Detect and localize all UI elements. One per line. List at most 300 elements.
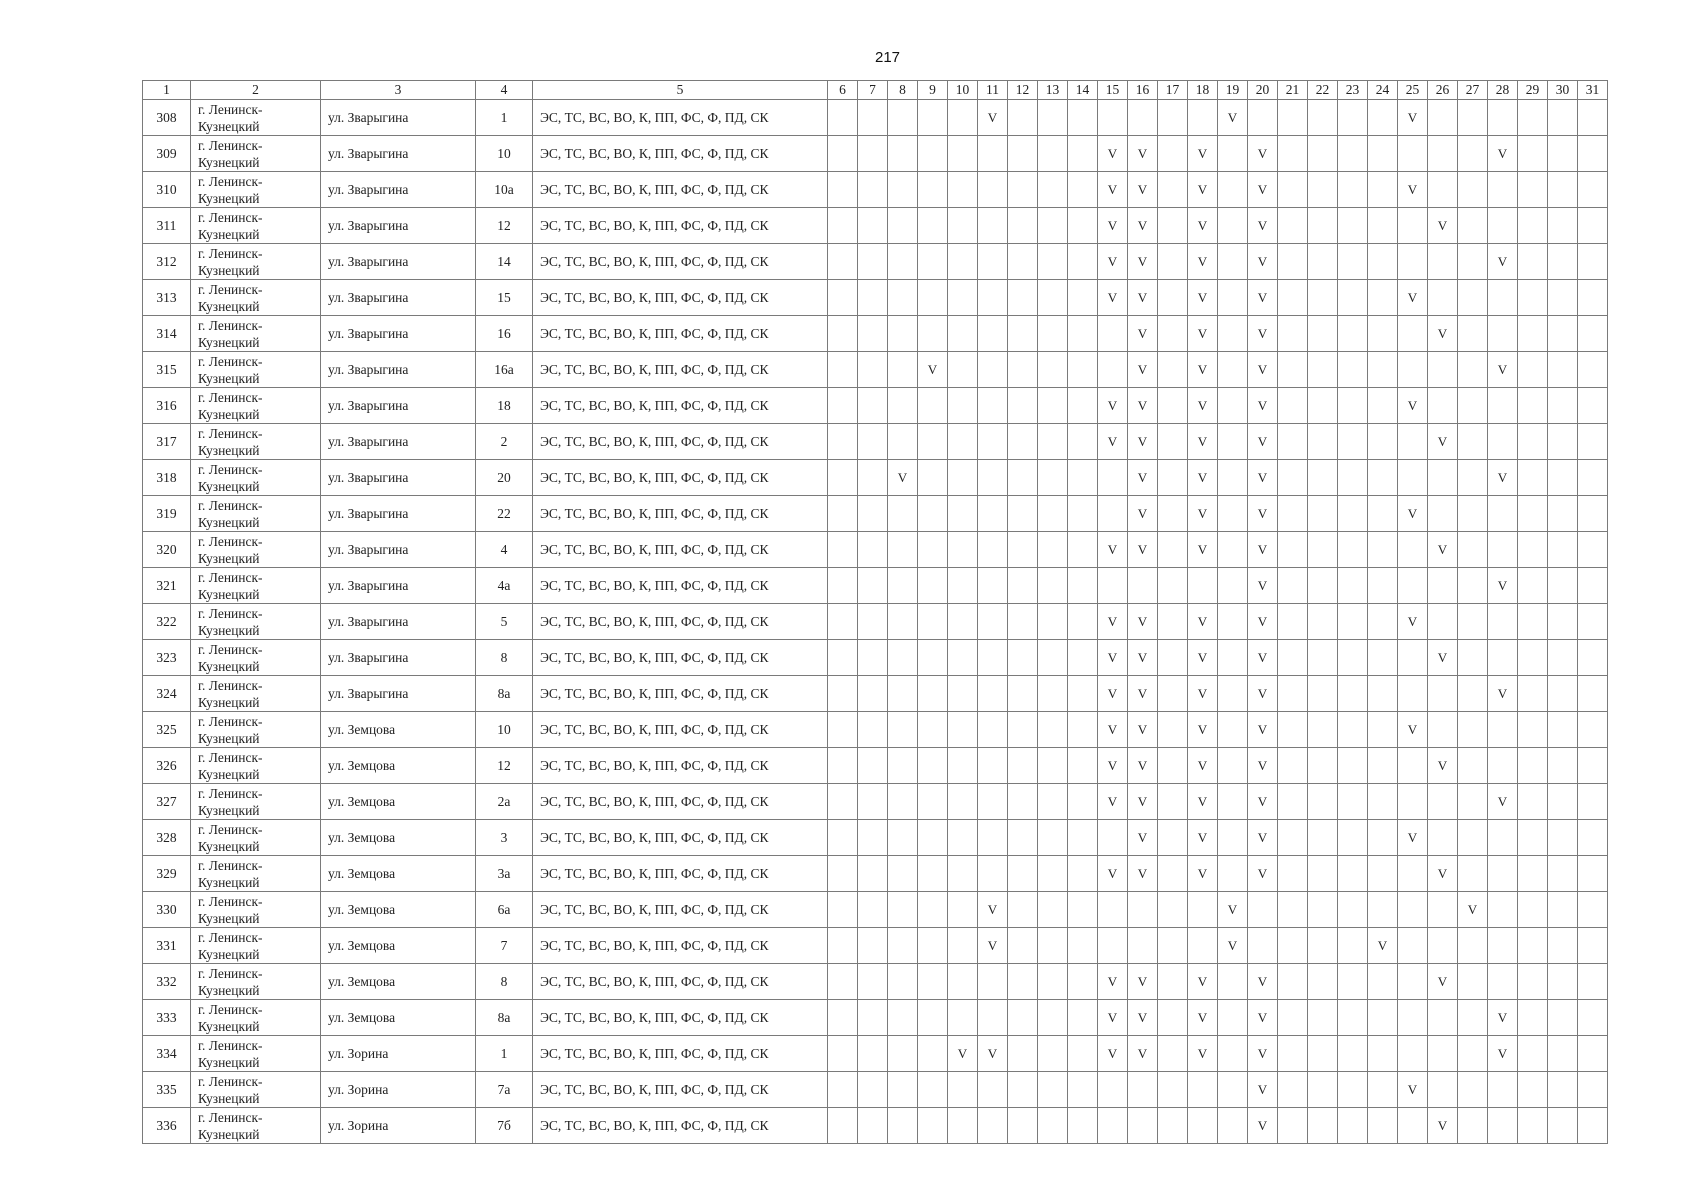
mark-cell-10 xyxy=(948,676,978,712)
city-cell: г. Ленинск-Кузнецкий xyxy=(191,568,321,604)
column-header-18: 18 xyxy=(1188,81,1218,100)
mark-cell-25 xyxy=(1398,568,1428,604)
mark-cell-27 xyxy=(1458,784,1488,820)
mark-cell-14 xyxy=(1068,1072,1098,1108)
mark-cell-23 xyxy=(1338,424,1368,460)
city-cell: г. Ленинск-Кузнецкий xyxy=(191,460,321,496)
mark-cell-27 xyxy=(1458,532,1488,568)
mark-cell-12 xyxy=(1008,172,1038,208)
mark-cell-18: V xyxy=(1188,496,1218,532)
mark-cell-31 xyxy=(1578,424,1608,460)
mark-cell-13 xyxy=(1038,604,1068,640)
mark-cell-15: V xyxy=(1098,784,1128,820)
mark-cell-9 xyxy=(918,1036,948,1072)
mark-cell-9 xyxy=(918,1108,948,1144)
mark-cell-28 xyxy=(1488,424,1518,460)
mark-cell-8 xyxy=(888,784,918,820)
mark-cell-24 xyxy=(1368,748,1398,784)
mark-cell-14 xyxy=(1068,352,1098,388)
mark-cell-7 xyxy=(858,496,888,532)
mark-cell-31 xyxy=(1578,352,1608,388)
mark-cell-16: V xyxy=(1128,676,1158,712)
mark-cell-27 xyxy=(1458,712,1488,748)
row-number: 335 xyxy=(143,1072,191,1108)
mark-cell-19 xyxy=(1218,1072,1248,1108)
mark-cell-7 xyxy=(858,892,888,928)
mark-cell-17 xyxy=(1158,244,1188,280)
mark-cell-20: V xyxy=(1248,964,1278,1000)
mark-cell-16: V xyxy=(1128,1036,1158,1072)
city-cell: г. Ленинск-Кузнецкий xyxy=(191,784,321,820)
house-cell: 8 xyxy=(476,964,533,1000)
mark-cell-10 xyxy=(948,748,978,784)
mark-cell-24 xyxy=(1368,388,1398,424)
column-header-2: 2 xyxy=(191,81,321,100)
mark-cell-18: V xyxy=(1188,748,1218,784)
mark-cell-29 xyxy=(1518,856,1548,892)
mark-cell-28: V xyxy=(1488,136,1518,172)
page-number: 217 xyxy=(874,49,901,66)
services-cell: ЭС, ТС, ВС, ВО, К, ПП, ФС, Ф, ПД, СК xyxy=(533,1036,828,1072)
mark-cell-20 xyxy=(1248,892,1278,928)
column-header-7: 7 xyxy=(858,81,888,100)
mark-cell-16: V xyxy=(1128,784,1158,820)
mark-cell-6 xyxy=(828,388,858,424)
mark-cell-10 xyxy=(948,496,978,532)
mark-cell-28: V xyxy=(1488,784,1518,820)
mark-cell-31 xyxy=(1578,460,1608,496)
mark-cell-24 xyxy=(1368,244,1398,280)
mark-cell-11 xyxy=(978,1000,1008,1036)
mark-cell-30 xyxy=(1548,208,1578,244)
mark-cell-20: V xyxy=(1248,532,1278,568)
mark-cell-16: V xyxy=(1128,1000,1158,1036)
street-cell: ул. Зорина xyxy=(321,1036,476,1072)
mark-cell-10 xyxy=(948,964,978,1000)
mark-cell-19 xyxy=(1218,244,1248,280)
mark-cell-8 xyxy=(888,712,918,748)
row-number: 310 xyxy=(143,172,191,208)
city-cell: г. Ленинск-Кузнецкий xyxy=(191,352,321,388)
mark-cell-16: V xyxy=(1128,208,1158,244)
mark-cell-8 xyxy=(888,964,918,1000)
row-number: 317 xyxy=(143,424,191,460)
mark-cell-14 xyxy=(1068,748,1098,784)
services-cell: ЭС, ТС, ВС, ВО, К, ПП, ФС, Ф, ПД, СК xyxy=(533,316,828,352)
column-header-4: 4 xyxy=(476,81,533,100)
mark-cell-9 xyxy=(918,1072,948,1108)
mark-cell-20 xyxy=(1248,928,1278,964)
mark-cell-26 xyxy=(1428,820,1458,856)
mark-cell-22 xyxy=(1308,496,1338,532)
mark-cell-8 xyxy=(888,604,918,640)
mark-cell-16 xyxy=(1128,892,1158,928)
mark-cell-6 xyxy=(828,424,858,460)
mark-cell-10 xyxy=(948,820,978,856)
mark-cell-24 xyxy=(1368,784,1398,820)
mark-cell-22 xyxy=(1308,316,1338,352)
services-cell: ЭС, ТС, ВС, ВО, К, ПП, ФС, Ф, ПД, СК xyxy=(533,172,828,208)
services-cell: ЭС, ТС, ВС, ВО, К, ПП, ФС, Ф, ПД, СК xyxy=(533,640,828,676)
mark-cell-16 xyxy=(1128,928,1158,964)
mark-cell-14 xyxy=(1068,424,1098,460)
column-header-23: 23 xyxy=(1338,81,1368,100)
city-cell: г. Ленинск-Кузнецкий xyxy=(191,1072,321,1108)
mark-cell-21 xyxy=(1278,928,1308,964)
services-cell: ЭС, ТС, ВС, ВО, К, ПП, ФС, Ф, ПД, СК xyxy=(533,856,828,892)
mark-cell-25 xyxy=(1398,1036,1428,1072)
table-row xyxy=(143,1000,1608,1036)
mark-cell-25: V xyxy=(1398,280,1428,316)
mark-cell-8 xyxy=(888,1108,918,1144)
mark-cell-24 xyxy=(1368,316,1398,352)
mark-cell-30 xyxy=(1548,172,1578,208)
street-cell: ул. Зварыгина xyxy=(321,424,476,460)
mark-cell-11 xyxy=(978,748,1008,784)
mark-cell-29 xyxy=(1518,1072,1548,1108)
mark-cell-29 xyxy=(1518,820,1548,856)
row-number: 329 xyxy=(143,856,191,892)
services-cell: ЭС, ТС, ВС, ВО, К, ПП, ФС, Ф, ПД, СК xyxy=(533,532,828,568)
mark-cell-29 xyxy=(1518,1108,1548,1144)
mark-cell-30 xyxy=(1548,928,1578,964)
column-header-10: 10 xyxy=(948,81,978,100)
mark-cell-23 xyxy=(1338,856,1368,892)
mark-cell-19 xyxy=(1218,712,1248,748)
mark-cell-24 xyxy=(1368,568,1398,604)
mark-cell-6 xyxy=(828,748,858,784)
mark-cell-16 xyxy=(1128,568,1158,604)
mark-cell-17 xyxy=(1158,892,1188,928)
mark-cell-26: V xyxy=(1428,1108,1458,1144)
mark-cell-17 xyxy=(1158,280,1188,316)
mark-cell-28 xyxy=(1488,532,1518,568)
mark-cell-14 xyxy=(1068,568,1098,604)
row-number: 315 xyxy=(143,352,191,388)
table-row xyxy=(143,1072,1608,1108)
mark-cell-12 xyxy=(1008,892,1038,928)
mark-cell-29 xyxy=(1518,316,1548,352)
mark-cell-17 xyxy=(1158,460,1188,496)
mark-cell-24 xyxy=(1368,496,1398,532)
mark-cell-29 xyxy=(1518,388,1548,424)
mark-cell-19: V xyxy=(1218,892,1248,928)
services-cell: ЭС, ТС, ВС, ВО, К, ПП, ФС, Ф, ПД, СК xyxy=(533,964,828,1000)
mark-cell-9 xyxy=(918,496,948,532)
mark-cell-7 xyxy=(858,856,888,892)
mark-cell-28 xyxy=(1488,1072,1518,1108)
mark-cell-19 xyxy=(1218,640,1248,676)
mark-cell-13 xyxy=(1038,244,1068,280)
mark-cell-6 xyxy=(828,172,858,208)
mark-cell-7 xyxy=(858,136,888,172)
mark-cell-29 xyxy=(1518,460,1548,496)
mark-cell-22 xyxy=(1308,748,1338,784)
mark-cell-28: V xyxy=(1488,352,1518,388)
mark-cell-9 xyxy=(918,964,948,1000)
mark-cell-8 xyxy=(888,532,918,568)
mark-cell-28 xyxy=(1488,496,1518,532)
mark-cell-11 xyxy=(978,1108,1008,1144)
mark-cell-26 xyxy=(1428,568,1458,604)
mark-cell-29 xyxy=(1518,496,1548,532)
mark-cell-17 xyxy=(1158,532,1188,568)
mark-cell-6 xyxy=(828,604,858,640)
mark-cell-23 xyxy=(1338,388,1368,424)
mark-cell-31 xyxy=(1578,676,1608,712)
mark-cell-13 xyxy=(1038,172,1068,208)
mark-cell-31 xyxy=(1578,1108,1608,1144)
mark-cell-27 xyxy=(1458,856,1488,892)
mark-cell-20: V xyxy=(1248,748,1278,784)
mark-cell-10 xyxy=(948,892,978,928)
mark-cell-31 xyxy=(1578,604,1608,640)
mark-cell-14 xyxy=(1068,244,1098,280)
mark-cell-26: V xyxy=(1428,964,1458,1000)
mark-cell-23 xyxy=(1338,712,1368,748)
mark-cell-6 xyxy=(828,676,858,712)
mark-cell-6 xyxy=(828,496,858,532)
house-cell: 4а xyxy=(476,568,533,604)
mark-cell-12 xyxy=(1008,748,1038,784)
mark-cell-22 xyxy=(1308,208,1338,244)
mark-cell-18: V xyxy=(1188,136,1218,172)
mark-cell-25 xyxy=(1398,460,1428,496)
mark-cell-7 xyxy=(858,424,888,460)
mark-cell-7 xyxy=(858,568,888,604)
mark-cell-15 xyxy=(1098,100,1128,136)
city-cell: г. Ленинск-Кузнецкий xyxy=(191,172,321,208)
mark-cell-15: V xyxy=(1098,1036,1128,1072)
mark-cell-15: V xyxy=(1098,244,1128,280)
street-cell: ул. Зорина xyxy=(321,1108,476,1144)
services-cell: ЭС, ТС, ВС, ВО, К, ПП, ФС, Ф, ПД, СК xyxy=(533,460,828,496)
mark-cell-22 xyxy=(1308,820,1338,856)
mark-cell-12 xyxy=(1008,460,1038,496)
mark-cell-15: V xyxy=(1098,208,1128,244)
mark-cell-18: V xyxy=(1188,280,1218,316)
services-cell: ЭС, ТС, ВС, ВО, К, ПП, ФС, Ф, ПД, СК xyxy=(533,136,828,172)
mark-cell-13 xyxy=(1038,496,1068,532)
mark-cell-17 xyxy=(1158,856,1188,892)
mark-cell-19 xyxy=(1218,820,1248,856)
city-cell: г. Ленинск-Кузнецкий xyxy=(191,208,321,244)
mark-cell-7 xyxy=(858,712,888,748)
mark-cell-23 xyxy=(1338,1000,1368,1036)
city-cell: г. Ленинск-Кузнецкий xyxy=(191,1036,321,1072)
mark-cell-7 xyxy=(858,748,888,784)
mark-cell-9 xyxy=(918,928,948,964)
table-row xyxy=(143,496,1608,532)
house-cell: 6а xyxy=(476,892,533,928)
mark-cell-21 xyxy=(1278,280,1308,316)
mark-cell-31 xyxy=(1578,856,1608,892)
house-cell: 2 xyxy=(476,424,533,460)
services-cell: ЭС, ТС, ВС, ВО, К, ПП, ФС, Ф, ПД, СК xyxy=(533,1000,828,1036)
mark-cell-12 xyxy=(1008,604,1038,640)
mark-cell-26 xyxy=(1428,1036,1458,1072)
house-cell: 2а xyxy=(476,784,533,820)
mark-cell-6 xyxy=(828,532,858,568)
street-cell: ул. Зварыгина xyxy=(321,388,476,424)
mark-cell-10 xyxy=(948,424,978,460)
mark-cell-21 xyxy=(1278,892,1308,928)
street-cell: ул. Земцова xyxy=(321,856,476,892)
mark-cell-28 xyxy=(1488,388,1518,424)
mark-cell-31 xyxy=(1578,388,1608,424)
mark-cell-6 xyxy=(828,964,858,1000)
column-header-25: 25 xyxy=(1398,81,1428,100)
mark-cell-7 xyxy=(858,1108,888,1144)
mark-cell-16: V xyxy=(1128,424,1158,460)
mark-cell-23 xyxy=(1338,244,1368,280)
mark-cell-23 xyxy=(1338,316,1368,352)
mark-cell-18 xyxy=(1188,100,1218,136)
mark-cell-26 xyxy=(1428,172,1458,208)
mark-cell-26 xyxy=(1428,676,1458,712)
house-cell: 7б xyxy=(476,1108,533,1144)
mark-cell-18 xyxy=(1188,568,1218,604)
mark-cell-19: V xyxy=(1218,928,1248,964)
mark-cell-9 xyxy=(918,424,948,460)
mark-cell-30 xyxy=(1548,1036,1578,1072)
mark-cell-28 xyxy=(1488,748,1518,784)
mark-cell-6 xyxy=(828,784,858,820)
mark-cell-9 xyxy=(918,748,948,784)
table-row xyxy=(143,460,1608,496)
mark-cell-21 xyxy=(1278,1072,1308,1108)
mark-cell-10 xyxy=(948,388,978,424)
table-row xyxy=(143,280,1608,316)
mark-cell-12 xyxy=(1008,244,1038,280)
services-cell: ЭС, ТС, ВС, ВО, К, ПП, ФС, Ф, ПД, СК xyxy=(533,100,828,136)
column-header-22: 22 xyxy=(1308,81,1338,100)
mark-cell-14 xyxy=(1068,820,1098,856)
mark-cell-19 xyxy=(1218,856,1248,892)
mark-cell-16: V xyxy=(1128,640,1158,676)
mark-cell-27 xyxy=(1458,568,1488,604)
street-cell: ул. Зварыгина xyxy=(321,316,476,352)
city-cell: г. Ленинск-Кузнецкий xyxy=(191,604,321,640)
mark-cell-20: V xyxy=(1248,1000,1278,1036)
mark-cell-10 xyxy=(948,1108,978,1144)
row-number: 328 xyxy=(143,820,191,856)
mark-cell-30 xyxy=(1548,964,1578,1000)
mark-cell-30 xyxy=(1548,460,1578,496)
mark-cell-12 xyxy=(1008,1072,1038,1108)
mark-cell-25 xyxy=(1398,352,1428,388)
mark-cell-31 xyxy=(1578,712,1608,748)
city-cell: г. Ленинск-Кузнецкий xyxy=(191,820,321,856)
mark-cell-21 xyxy=(1278,568,1308,604)
mark-cell-24 xyxy=(1368,820,1398,856)
mark-cell-24 xyxy=(1368,604,1398,640)
column-header-24: 24 xyxy=(1368,81,1398,100)
mark-cell-25 xyxy=(1398,964,1428,1000)
mark-cell-25: V xyxy=(1398,496,1428,532)
mark-cell-14 xyxy=(1068,532,1098,568)
mark-cell-6 xyxy=(828,856,858,892)
mark-cell-11 xyxy=(978,676,1008,712)
mark-cell-27 xyxy=(1458,280,1488,316)
mark-cell-14 xyxy=(1068,784,1098,820)
mark-cell-13 xyxy=(1038,1036,1068,1072)
mark-cell-10 xyxy=(948,568,978,604)
mark-cell-17 xyxy=(1158,928,1188,964)
mark-cell-26 xyxy=(1428,1072,1458,1108)
mark-cell-8 xyxy=(888,748,918,784)
row-number: 324 xyxy=(143,676,191,712)
column-header-5: 5 xyxy=(533,81,828,100)
mark-cell-13 xyxy=(1038,676,1068,712)
mark-cell-14 xyxy=(1068,1108,1098,1144)
mark-cell-8 xyxy=(888,244,918,280)
mark-cell-22 xyxy=(1308,640,1338,676)
mark-cell-27 xyxy=(1458,820,1488,856)
mark-cell-21 xyxy=(1278,352,1308,388)
mark-cell-19 xyxy=(1218,676,1248,712)
mark-cell-22 xyxy=(1308,568,1338,604)
mark-cell-24 xyxy=(1368,640,1398,676)
mark-cell-25 xyxy=(1398,928,1428,964)
mark-cell-24 xyxy=(1368,964,1398,1000)
mark-cell-15: V xyxy=(1098,172,1128,208)
mark-cell-15: V xyxy=(1098,712,1128,748)
mark-cell-18: V xyxy=(1188,964,1218,1000)
services-cell: ЭС, ТС, ВС, ВО, К, ПП, ФС, Ф, ПД, СК xyxy=(533,604,828,640)
mark-cell-8 xyxy=(888,280,918,316)
city-cell: г. Ленинск-Кузнецкий xyxy=(191,1108,321,1144)
city-cell: г. Ленинск-Кузнецкий xyxy=(191,676,321,712)
mark-cell-21 xyxy=(1278,136,1308,172)
mark-cell-25: V xyxy=(1398,388,1428,424)
mark-cell-31 xyxy=(1578,532,1608,568)
city-cell: г. Ленинск-Кузнецкий xyxy=(191,892,321,928)
mark-cell-21 xyxy=(1278,820,1308,856)
mark-cell-17 xyxy=(1158,208,1188,244)
mark-cell-9 xyxy=(918,1000,948,1036)
mark-cell-30 xyxy=(1548,136,1578,172)
mark-cell-18: V xyxy=(1188,388,1218,424)
mark-cell-18: V xyxy=(1188,676,1218,712)
column-header-9: 9 xyxy=(918,81,948,100)
mark-cell-11 xyxy=(978,784,1008,820)
mark-cell-13 xyxy=(1038,424,1068,460)
mark-cell-26 xyxy=(1428,712,1458,748)
mark-cell-14 xyxy=(1068,640,1098,676)
mark-cell-12 xyxy=(1008,676,1038,712)
services-cell: ЭС, ТС, ВС, ВО, К, ПП, ФС, Ф, ПД, СК xyxy=(533,784,828,820)
mark-cell-23 xyxy=(1338,928,1368,964)
mark-cell-20 xyxy=(1248,100,1278,136)
mark-cell-18: V xyxy=(1188,172,1218,208)
mark-cell-23 xyxy=(1338,892,1368,928)
house-cell: 10 xyxy=(476,712,533,748)
mark-cell-26 xyxy=(1428,136,1458,172)
services-cell: ЭС, ТС, ВС, ВО, К, ПП, ФС, Ф, ПД, СК xyxy=(533,892,828,928)
mark-cell-31 xyxy=(1578,784,1608,820)
mark-cell-22 xyxy=(1308,1036,1338,1072)
mark-cell-10 xyxy=(948,352,978,388)
mark-cell-12 xyxy=(1008,856,1038,892)
mark-cell-20: V xyxy=(1248,856,1278,892)
mark-cell-25: V xyxy=(1398,820,1428,856)
mark-cell-12 xyxy=(1008,1036,1038,1072)
table-row xyxy=(143,1036,1608,1072)
row-number: 319 xyxy=(143,496,191,532)
column-header-30: 30 xyxy=(1548,81,1578,100)
mark-cell-13 xyxy=(1038,1108,1068,1144)
